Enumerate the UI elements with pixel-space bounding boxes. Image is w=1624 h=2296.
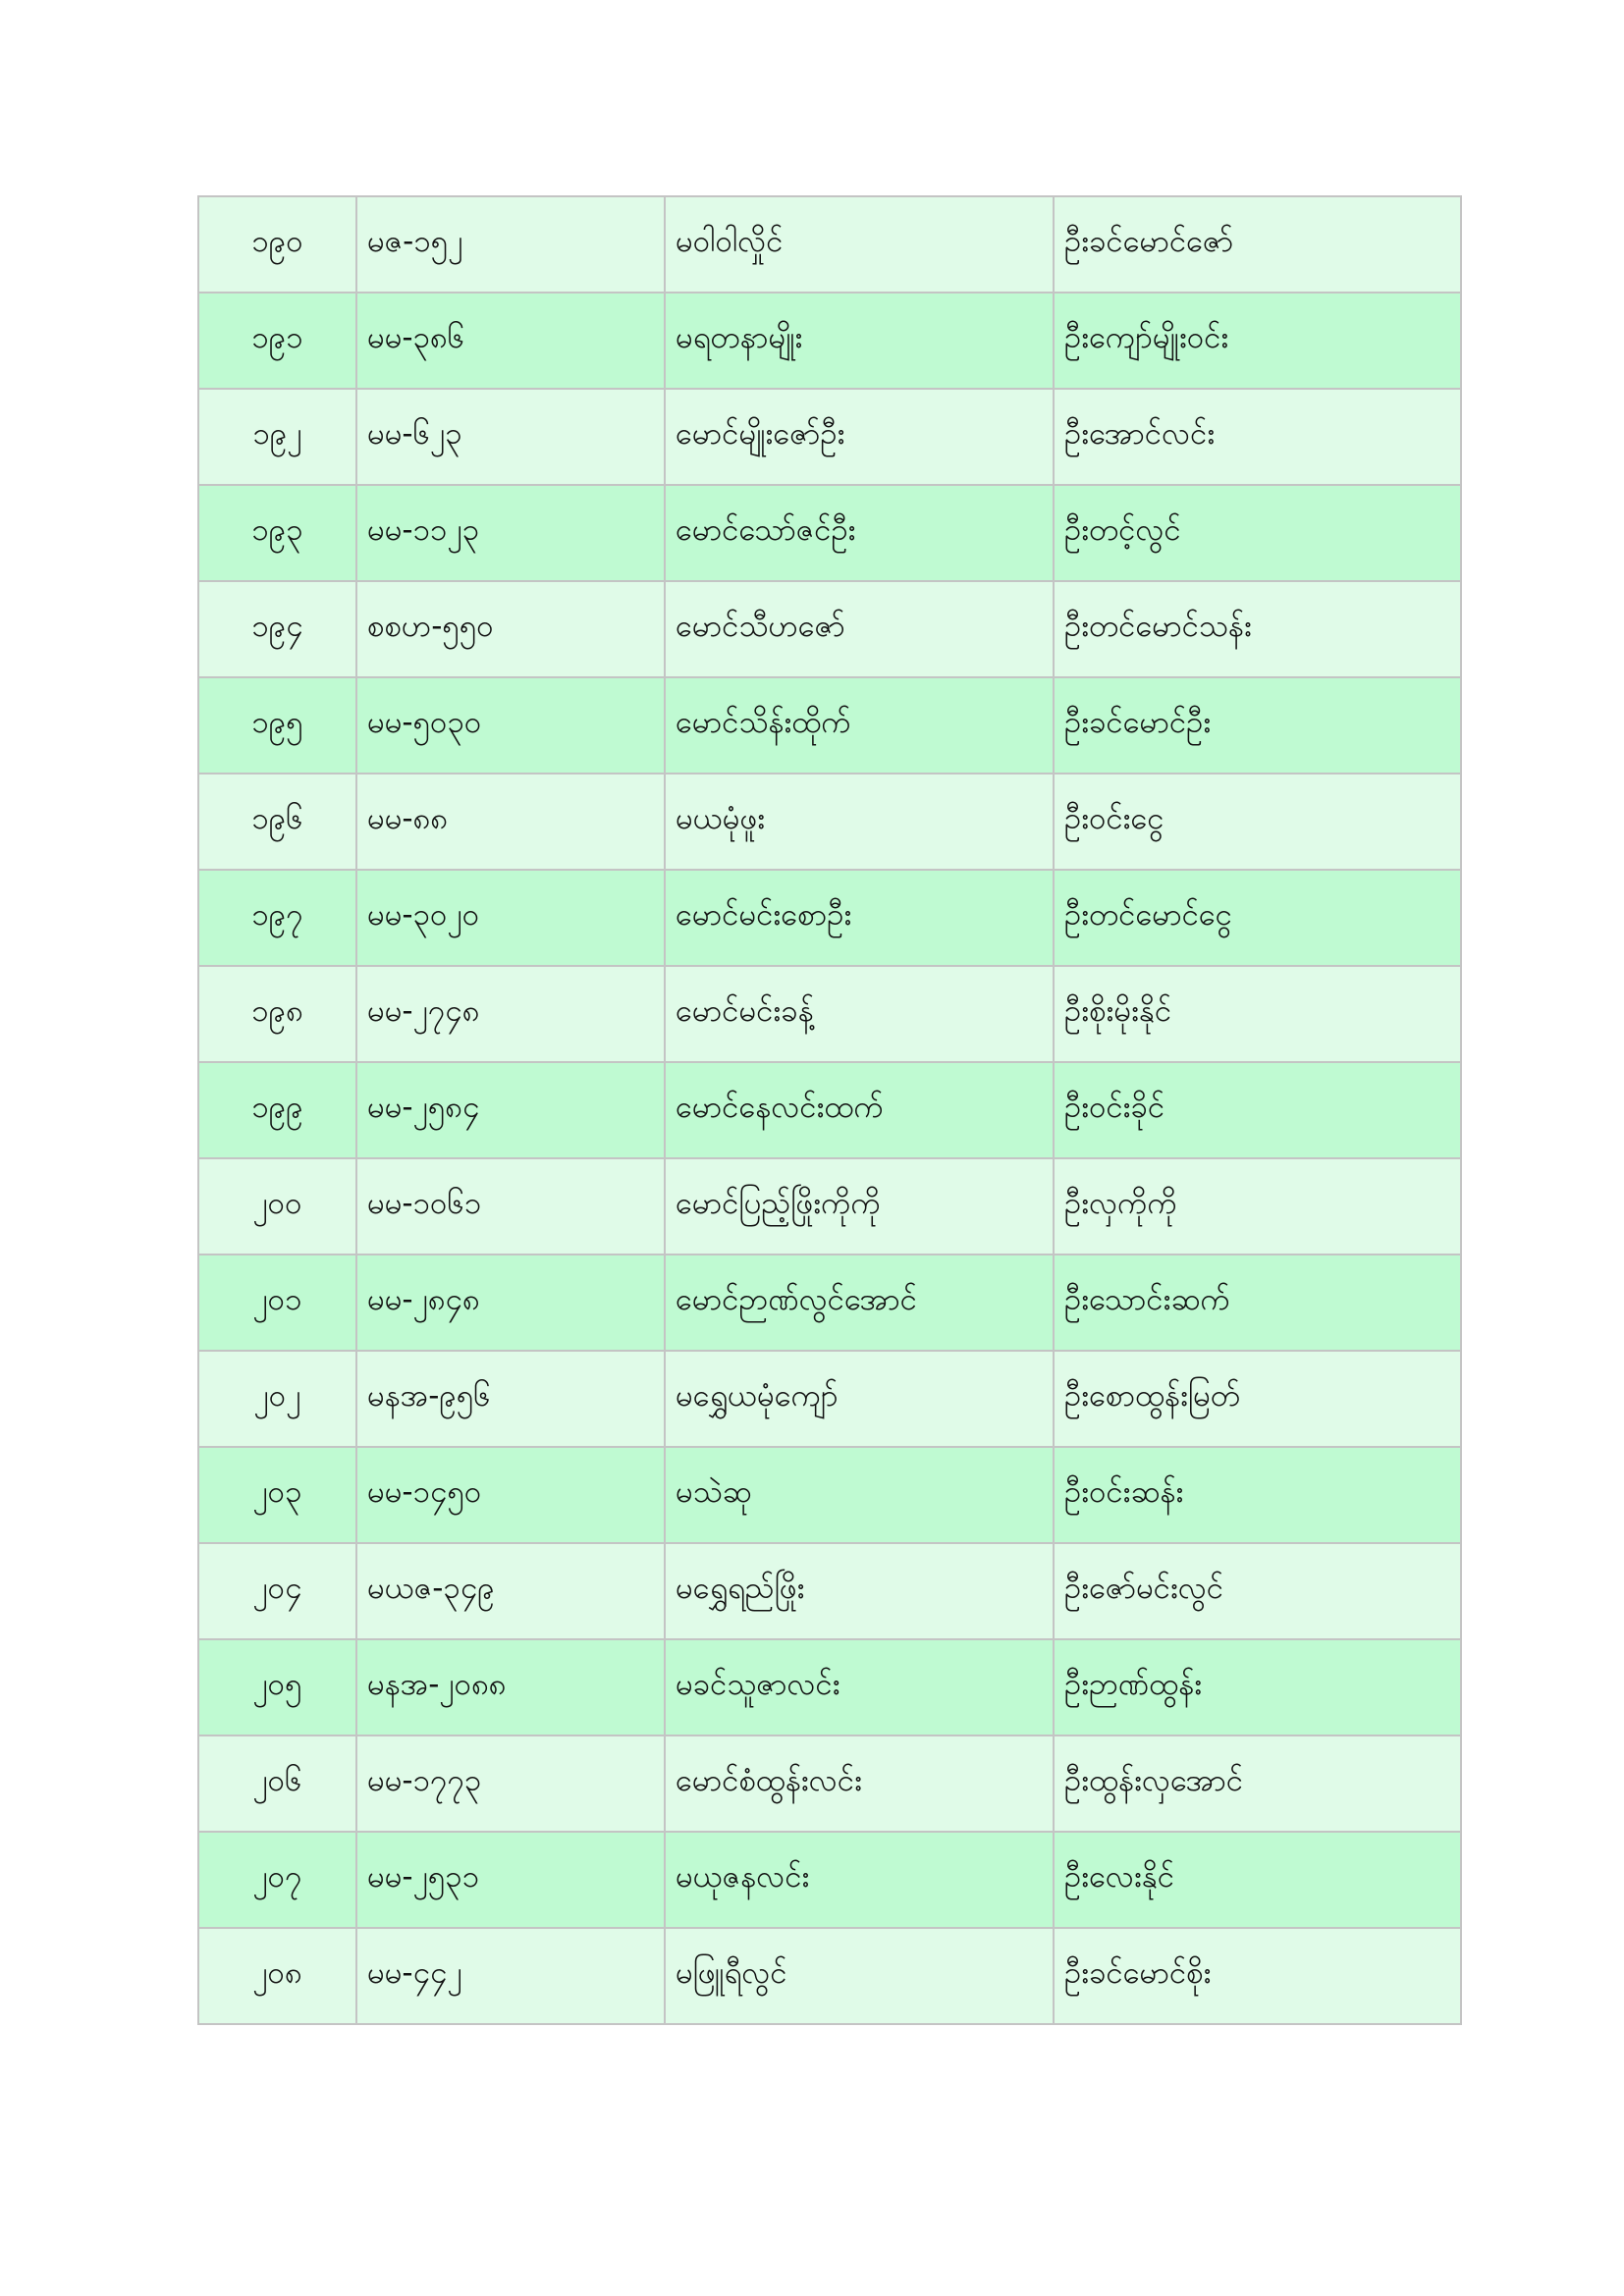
registration-id-cell: မဇ-၁၅၂	[356, 196, 665, 293]
registration-id-cell: မမ-၆၂၃	[356, 389, 665, 485]
student-name-cell: မရတနာမျိုး	[665, 293, 1054, 389]
table-row	[198, 196, 1461, 293]
student-name-cell: မရွှေယမုံကျော်	[665, 1351, 1054, 1447]
row-number-cell: ၁၉၉	[198, 1062, 356, 1158]
father-name-cell: ဦးလေးနိုင်	[1054, 1832, 1461, 1928]
table-row	[198, 1735, 1461, 1832]
registration-id-cell: မယဇ-၃၄၉	[356, 1543, 665, 1639]
registration-id-cell: မနအ-၂၀၈၈	[356, 1639, 665, 1735]
table-row	[198, 1255, 1461, 1351]
table-row	[198, 1832, 1461, 1928]
father-name-cell: ဦးခင်မောင်ဇော်	[1054, 196, 1461, 293]
student-name-cell: မောင်သိန်းထိုက်	[665, 677, 1054, 774]
row-number-cell: ၂၀၄	[198, 1543, 356, 1639]
table-row	[198, 1062, 1461, 1158]
father-name-cell: ဦးဇော်မင်းလွင်	[1054, 1543, 1461, 1639]
student-name-cell: မောင်စံထွန်းလင်း	[665, 1735, 1054, 1832]
row-number-cell: ၂၀၀	[198, 1158, 356, 1255]
table-row	[198, 389, 1461, 485]
father-name-cell: ဦးတင်မောင်ငွေ	[1054, 870, 1461, 966]
row-number-cell: ၂၀၆	[198, 1735, 356, 1832]
father-name-cell: ဦးတင်မောင်သန်း	[1054, 581, 1461, 677]
student-name-cell: မောင်သော်ဇင်ဦး	[665, 485, 1054, 581]
row-number-cell: ၁၉၄	[198, 581, 356, 677]
registration-id-cell: မမ-၁၁၂၃	[356, 485, 665, 581]
registration-id-cell: စစဟ-၅၅၀	[356, 581, 665, 677]
registration-id-cell: မမ-၈၈	[356, 774, 665, 870]
student-name-cell: မဖြူရီလွင်	[665, 1928, 1054, 2024]
table-row	[198, 1543, 1461, 1639]
father-name-cell: ဦးစိုးမိုးနိုင်	[1054, 966, 1461, 1062]
table-row	[198, 485, 1461, 581]
student-name-cell: မယုဇနလင်း	[665, 1832, 1054, 1928]
student-name-cell: မောင်ပြည့်ဖြိုးကိုကို	[665, 1158, 1054, 1255]
student-name-cell: မောင်နေလင်းထက်	[665, 1062, 1054, 1158]
registration-id-cell: မမ-၁၄၅၀	[356, 1447, 665, 1543]
father-name-cell: ဦးလှကိုကို	[1054, 1158, 1461, 1255]
row-number-cell: ၁၉၃	[198, 485, 356, 581]
father-name-cell: ဦးအောင်လင်း	[1054, 389, 1461, 485]
father-name-cell: ဦးတင့်လွင်	[1054, 485, 1461, 581]
student-name-cell: မောင်မင်းခန့်	[665, 966, 1054, 1062]
row-number-cell: ၁၉၅	[198, 677, 356, 774]
table-row	[198, 870, 1461, 966]
table-row	[198, 774, 1461, 870]
father-name-cell: ဦးဝင်းငွေ	[1054, 774, 1461, 870]
father-name-cell: ဦးဝင်းဆန်း	[1054, 1447, 1461, 1543]
student-name-cell: မခင်သူဇာလင်း	[665, 1639, 1054, 1735]
row-number-cell: ၁၉၈	[198, 966, 356, 1062]
registration-id-cell: မမ-၂၅၃၁	[356, 1832, 665, 1928]
row-number-cell: ၂၀၂	[198, 1351, 356, 1447]
table-row	[198, 1639, 1461, 1735]
student-name-cell: မောင်သီဟဇော်	[665, 581, 1054, 677]
father-name-cell: ဦးထွန်းလှအောင်	[1054, 1735, 1461, 1832]
row-number-cell: ၁၉၇	[198, 870, 356, 966]
registration-id-cell: မမ-၃၀၂၀	[356, 870, 665, 966]
registration-id-cell: မမ-၅၀၃၀	[356, 677, 665, 774]
table-row	[198, 677, 1461, 774]
father-name-cell: ဦးခင်မောင်ဦး	[1054, 677, 1461, 774]
table-row	[198, 581, 1461, 677]
student-name-cell: မဝါဝါလှိုင်	[665, 196, 1054, 293]
father-name-cell: ဦးခင်မောင်စိုး	[1054, 1928, 1461, 2024]
row-number-cell: ၁၉၆	[198, 774, 356, 870]
results-table	[197, 195, 1462, 2025]
row-number-cell: ၁၉၀	[198, 196, 356, 293]
registration-id-cell: မမ-၂၅၈၄	[356, 1062, 665, 1158]
registration-id-cell: မမ-၄၄၂	[356, 1928, 665, 2024]
table-row	[198, 1928, 1461, 2024]
registration-id-cell: မနအ-၉၅၆	[356, 1351, 665, 1447]
table-row	[198, 1447, 1461, 1543]
student-name-cell: မောင်မင်းစောဦး	[665, 870, 1054, 966]
registration-id-cell: မမ-၂၈၄၈	[356, 1255, 665, 1351]
student-name-cell: မရွှေရည်ဖြိုး	[665, 1543, 1054, 1639]
row-number-cell: ၂၀၃	[198, 1447, 356, 1543]
student-name-cell: မောင်မျိုးဇော်ဦး	[665, 389, 1054, 485]
table-body	[198, 196, 1461, 2024]
table-row	[198, 966, 1461, 1062]
row-number-cell: ၁၉၁	[198, 293, 356, 389]
registration-id-cell: မမ-၃၈၆	[356, 293, 665, 389]
student-name-cell: မယမုံဖူး	[665, 774, 1054, 870]
father-name-cell: ဦးဉာဏ်ထွန်း	[1054, 1639, 1461, 1735]
row-number-cell: ၁၉၂	[198, 389, 356, 485]
registration-id-cell: မမ-၂၇၄၈	[356, 966, 665, 1062]
row-number-cell: ၂၀၈	[198, 1928, 356, 2024]
father-name-cell: ဦးသောင်းဆက်	[1054, 1255, 1461, 1351]
table-row	[198, 293, 1461, 389]
student-name-cell: မောင်ဉာဏ်လွင်အောင်	[665, 1255, 1054, 1351]
table-row	[198, 1158, 1461, 1255]
father-name-cell: ဦးဝင်းခိုင်	[1054, 1062, 1461, 1158]
row-number-cell: ၂၀၅	[198, 1639, 356, 1735]
registration-id-cell: မမ-၁၀၆၁	[356, 1158, 665, 1255]
row-number-cell: ၂၀၇	[198, 1832, 356, 1928]
registration-id-cell: မမ-၁၇၇၃	[356, 1735, 665, 1832]
father-name-cell: ဦးကျော်မျိုးဝင်း	[1054, 293, 1461, 389]
row-number-cell: ၂၀၁	[198, 1255, 356, 1351]
father-name-cell: ဦးစောထွန်းမြတ်	[1054, 1351, 1461, 1447]
table-row	[198, 1351, 1461, 1447]
student-name-cell: မသဲဆု	[665, 1447, 1054, 1543]
